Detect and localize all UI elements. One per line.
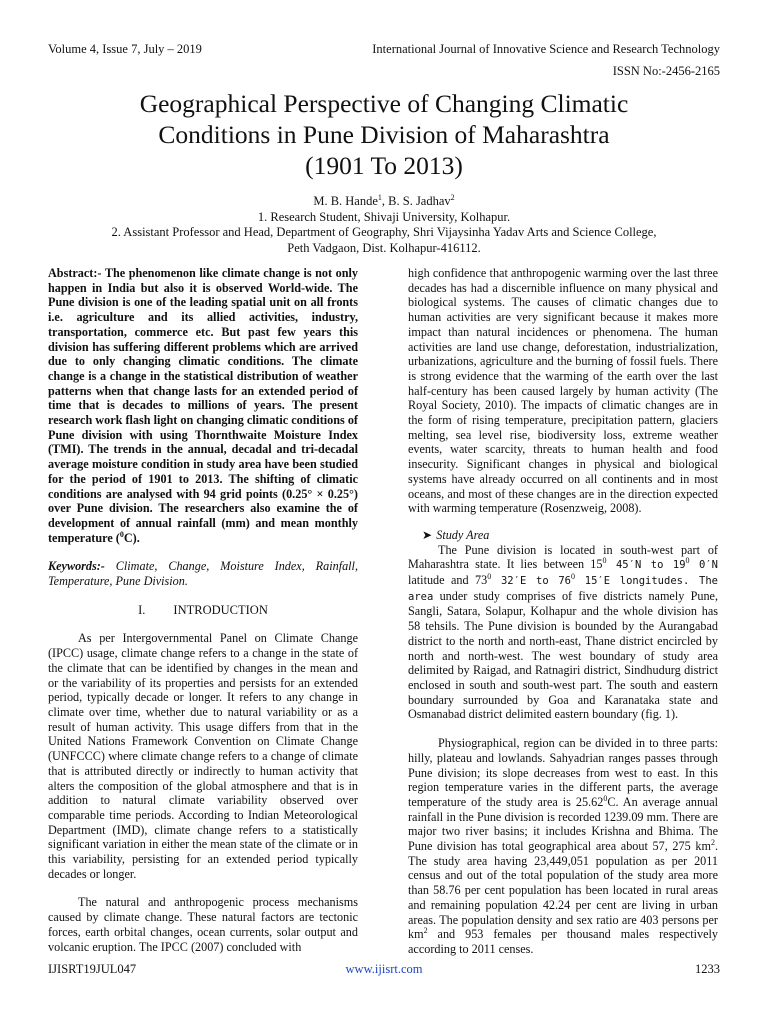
squared-sup: 2 [423,926,428,936]
section-heading-introduction [48,603,358,618]
text-run: under study comprises of five districts namely Pune, Sangli, Satara, Solapur, Kolhapur and the whole division has 58 tehsils. The Pune division is bounded by the Aurangabad district to the north and north-east, Thane district encircled by north and north-west. The west boundary of study area delimited by Raigad, and Ratnagiri district, Sindhudurg district enclosed in south and south-west part. The south and eastern boundary surrounded by Goa and Karanataka state and Osmanabad district delimited eastern boundary (fig. 1). [408,588,718,722]
coordinate-text: 0′N [689,559,718,572]
affiliation-2: 2. Assistant Professor and Head, Department of Geography, Shri Vijaysinha Yadav Arts and Science College, [111,225,657,239]
left-column [48,266,358,954]
text-run: C. An average annual rainfall in the Pune division is recorded 1239.09 mm. There are major two river basins; it includes Krishna and Bhima. The Pune division has total geographical area about 57, 275 km [408,794,718,854]
degree-sup: 0 [602,556,607,566]
text-run: Physiographical, region can be divided in to three parts: hilly, plateau and lowlands. Sahyadrian ranges passes through Pune division; its slope decreases from west to east. In this region temperature varies in the different parts, the average temperature of the study area is 25.62 [408,736,718,809]
degree-sup: 0 [571,572,576,581]
text-run: The Pune division is located in south-west part of Maharashtra state. It lies between 15 [408,542,718,572]
author-1: M. B. Hande [313,194,378,208]
coordinate-text: 15′E longitudes. The area [408,575,718,603]
paper-id: IJISRT19JUL047 [48,962,137,976]
section-number: I. [138,602,146,617]
title-line: (1901 To 2013) [305,151,463,180]
page-number: 1233 [695,962,720,976]
volume-issue: Volume 4, Issue 7, July – 2019 [48,42,202,56]
section-title: INTRODUCTION [173,602,268,617]
paper-title [48,88,720,181]
arrow-bullet-icon: ➤ [422,527,433,542]
text-run: . The study area having 23,449,051 population as per 2011 census and out of the total population of the study area more than 58.76 per cent population has been located in rural areas and remaining population 42.24 per cent are living in urban areas. The population density and sex ratio are 403 persons per km [408,839,718,942]
keywords-label: Keywords:- [48,559,105,574]
degree-sup: 0 [685,556,690,566]
journal-name: International Journal of Innovative Science and Research Technology [372,42,720,56]
abstract-degree: 0 [119,529,124,539]
author-block [48,194,720,256]
right-column [408,266,718,957]
intro-paragraph: The natural and anthropogenic process mechanisms caused by climate change. These natural factors are tectonic forces, earth orbital changes, ocean currents, solar output and volcanic eruption. The IPCC (2007) concluded with [48,895,358,954]
subsection-title: Study Area [436,527,490,542]
title-line: Conditions in Pune Division of Maharashtra [158,120,610,149]
author-1-affil: 1 [377,192,382,202]
intro-paragraph: As per Intergovernmental Panel on Climate Change (IPCC) usage, climate change refers to a change in the state of the climate that can be identified by changes in the mean and or the variability of its properties and persists for an extended period, typically decade or longer. It refers to any change in climate over time, whether due to natural variability or as a result of human activity. This usage differs from that in the United Nations Framework Convention on Climate Change (UNFCCC) where climate change refers to a change of climate that is attributed directly or indirectly to human activity that alters the composition of the global atmosphere and that is in addition to natural climate variability observed over comparable time periods. According to Indian Meteorological Department (IMD), climate change refers to a statistically significant variation in either the mean state of the climate or in this variability, persisting for an extended period typically decades or longer. [48,631,358,881]
abstract [48,266,358,545]
study-area-paragraph [408,543,718,722]
degree-sup: 0 [603,793,608,803]
squared-sup: 2 [710,837,715,847]
text-run: latitude and 73 [408,573,488,588]
author-2: B. S. Jadhav [388,194,451,208]
abstract-tail: C). [123,530,140,545]
journal-website-link[interactable]: www.ijisrt.com [345,962,423,976]
author-sep: , [381,194,389,208]
author-names [48,194,720,210]
issn: ISSN No:-2456-2165 [612,64,720,78]
coordinate-text: 32′E to 76 [491,575,572,588]
title-line: Geographical Perspective of Changing Climatic [139,89,629,118]
coordinate-text: 45′N to 19 [606,559,686,572]
subsection-heading-study-area [408,528,718,543]
abstract-text: Abstract:- The phenomenon like climate change is not only happen in India but also it is observed World-wide. The Pune division is one of the leading spatial unit on all fronts i.e. agriculture and its allied activities, industry, transportation, commerce etc. But past few years this division has suffering different problems which are arrived due to only changing climatic conditions. The climate change is a change in the statistical distribution of weather patterns when that change lasts for an extended period of time that is decades to millions of years. The present research work flash light on changing climatic conditions of Pune division with using Thornthwaite Moisture Index (TMI). The trends in the annual, decadal and tri-decadal average moisture condition in study area have been studied for the period of 1901 to 2013. The shifting of climatic conditions are analysed with 94 grid points (0.25° × 0.25°) over Pune division. The researchers also examine the of development of annual rainfall (mm) and mean monthly temperature ( [48,266,358,545]
keywords-text: Climate, Change, Moisture Index, Rainfall, Temperature, Pune Division. [48,559,358,589]
affiliation-1: 1. Research Student, Shivaji University, Kolhapur. [257,209,511,224]
affiliation-2-address: Peth Vadgaon, Dist. Kolhapur-416112. [287,240,481,255]
keywords [48,559,358,588]
physiography-paragraph [408,736,718,957]
degree-sup: 0 [487,572,492,581]
body-paragraph: high confidence that anthropogenic warming over the last three decades has had a discernible influence on many physical and biological systems. The causes of climatic changes due to human activities are very significant because it makes more impact than natural incidences or phenomena. The human activities are land use change, deforestation, industrialization, urbanizations, agriculture and the burning of fossil fuels. There is strong evidence that the warming of the earth over the last half-century has been caused largely by human activity (The Royal Society, 2010). The impacts of climatic changes are in the form of rising temperature, precipitation pattern, glaciers melting, sea level rise, biodiversity loss, extreme weather events, water scarcity, threats to human health and food insecurity. Significant changes in physical and biological systems have already occurred on all continents and in most oceans, and most of these changes are in the direction expected with warming temperature (Rosenzweig, 2008). [408,266,718,516]
author-2-affil: 2 [450,192,455,202]
text-run: and 953 females per thousand males respectively according to 2011 censes. [408,927,718,956]
